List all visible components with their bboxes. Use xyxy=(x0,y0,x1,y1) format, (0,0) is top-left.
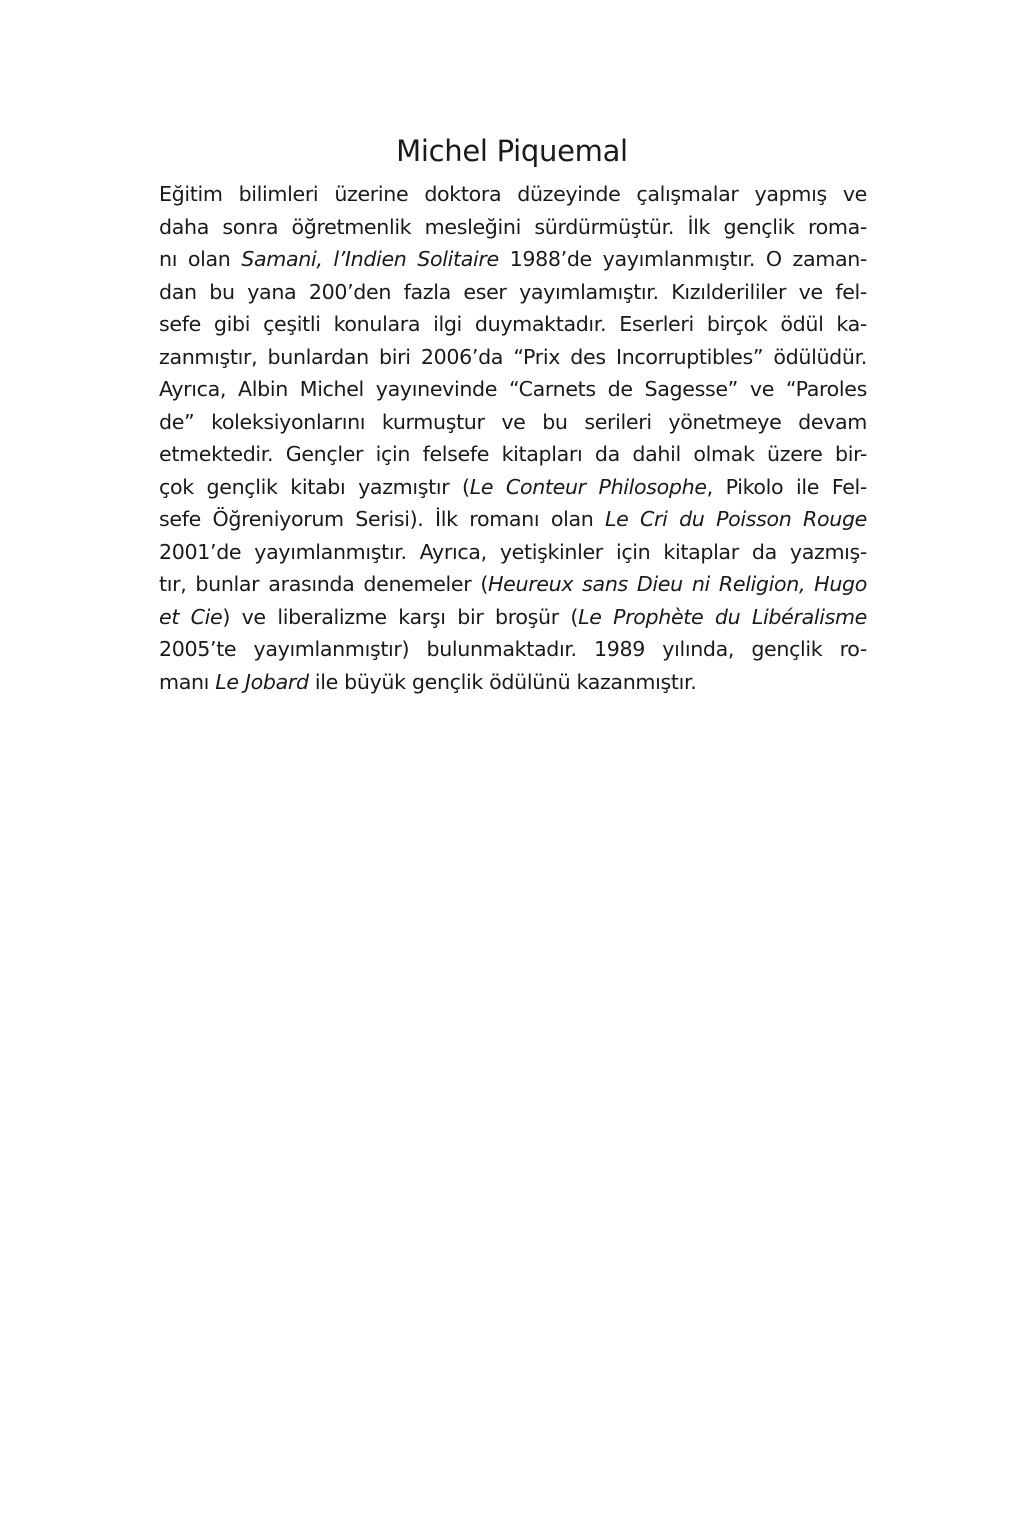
biography-text: tır, bunlar arasında denemeler ( xyxy=(159,572,489,596)
book-title: Samani, l’Indien Solitaire xyxy=(241,247,499,271)
biography-line xyxy=(159,178,867,211)
biography-line xyxy=(159,341,867,374)
biography-text: etmektedir. Gençler için felsefe kitapları da dahil olmak üzere bir- xyxy=(159,442,867,466)
author-name-heading: Michel Piquemal xyxy=(396,134,628,168)
biography-line xyxy=(159,471,867,504)
biography-line xyxy=(159,243,867,276)
biography-line xyxy=(159,568,867,601)
book-title: Heureux sans Dieu ni Religion, Hugo xyxy=(488,572,867,596)
biography-text: daha sonra öğretmenlik mesleğini sürdürmüştür. İlk gençlik roma- xyxy=(159,214,867,239)
biography-text: 2005’te yayımlanmıştır) bulunmaktadır. 1989 yılında, gençlik ro- xyxy=(159,637,867,661)
biography-text: 2001’de yayımlanmıştır. Ayrıca, yetişkinler için kitaplar da yazmış- xyxy=(159,539,867,564)
biography-line xyxy=(159,633,867,666)
biography-text: sefe Öğreniyorum Serisi). İlk romanı olan xyxy=(159,507,605,531)
book-title: Le Prophète du Libéralisme xyxy=(578,604,867,629)
biography-line xyxy=(159,308,867,341)
biography-text: çok gençlik kitabı yazmıştır ( xyxy=(159,474,470,499)
biography-line xyxy=(159,211,867,244)
biography-text: , Pikolo ile Fel- xyxy=(706,474,867,499)
biography-line xyxy=(159,536,867,569)
biography-text: sefe gibi çeşitli konulara ilgi duymaktadır. Eserleri birçok ödül ka- xyxy=(159,312,867,336)
author-biography xyxy=(159,178,867,698)
biography-text: dan bu yana 200’den fazla eser yayımlamıştır. Kızılderililer ve fel- xyxy=(159,279,867,304)
book-title: Le Cri du Poisson Rouge xyxy=(604,507,867,531)
biography-line xyxy=(159,406,867,439)
biography-line xyxy=(159,666,867,699)
biography-line xyxy=(159,438,867,471)
biography-text: Eğitim bilimleri üzerine doktora düzeyinde çalışmalar yapmış ve xyxy=(159,182,867,206)
book-title: Le Jobard xyxy=(215,669,309,694)
biography-line xyxy=(159,601,867,634)
biography-text: Ayrıca, Albin Michel yayınevinde “Carnets de Sagesse” ve “Paroles xyxy=(159,377,867,401)
biography-line xyxy=(159,373,867,406)
book-title: Le Conteur Philosophe xyxy=(469,474,707,499)
biography-text: 1988’de yayımlanmıştır. O zaman- xyxy=(498,247,867,271)
biography-text: ) ve liberalizme karşı bir broşür ( xyxy=(222,604,579,629)
biography-line xyxy=(159,276,867,309)
biography-line xyxy=(159,503,867,536)
biography-text: zanmıştır, bunlardan biri 2006’da “Prix des Incorruptibles” ödülüdür. xyxy=(159,344,867,369)
biography-text: nı olan xyxy=(159,247,242,271)
biography-text: ile büyük gençlik ödülünü kazanmıştır. xyxy=(308,669,697,694)
biography-text: de” koleksiyonlarını kurmuştur ve bu serileri yönetmeye devam xyxy=(159,409,867,434)
biography-text: manı xyxy=(159,669,216,694)
book-title: et Cie xyxy=(159,604,223,629)
